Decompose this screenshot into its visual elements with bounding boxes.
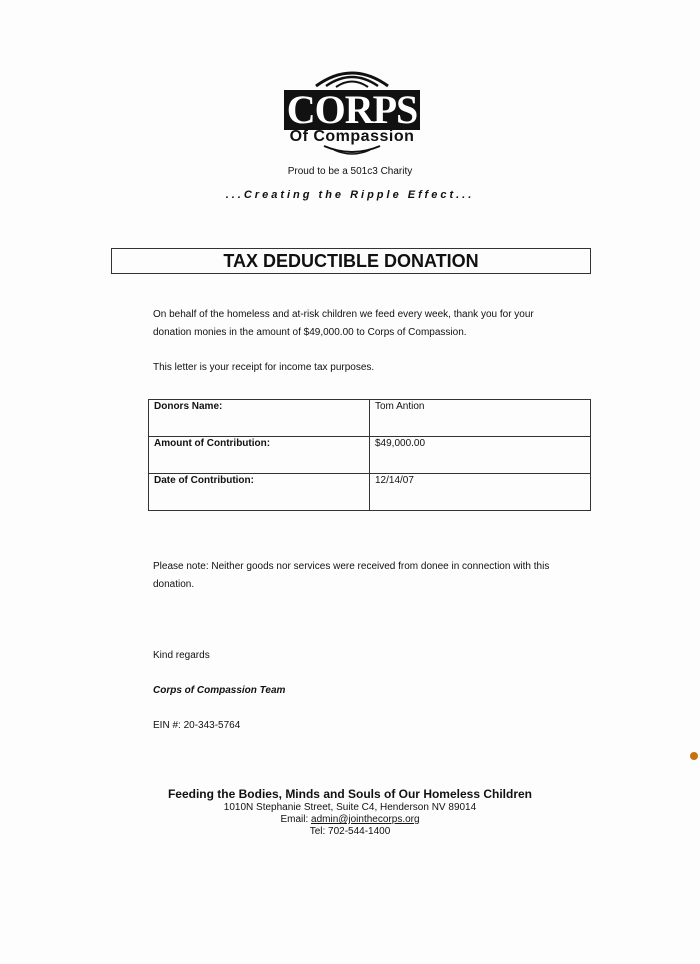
corps-logo [276,62,428,162]
logo-wordmark: CORPS [284,90,420,130]
charity-status: Proud to be a 501c3 Charity [287,166,413,177]
ein-number: EIN #: 20-343-5764 [153,720,241,731]
signature: Corps of Compassion Team [153,685,286,696]
footer-address: 1010N Stephanie Street, Suite C4, Henderson NV 89014 [223,802,477,813]
goods-services-note: Please note: Neither goods nor services were received from donee in connection with this donation. [153,561,550,590]
receipt-statement: This letter is your receipt for income tax purposes. [153,362,375,373]
date-label: Date of Contribution: [149,474,370,511]
footer-email-line [0,814,700,826]
logo-subtitle: Of Compassion [289,128,415,145]
donor-name-label: Donors Name: [149,400,370,437]
document-title: TAX DEDUCTIBLE DONATION [111,248,591,274]
ink-spot [690,752,698,760]
table-row [149,474,591,511]
amount-value: $49,000.00 [370,437,591,474]
footer-phone: Tel: 702-544-1400 [309,826,391,837]
donor-name-value: Tom Antion [370,400,591,437]
email-label: Email: [280,814,309,825]
table-row [149,437,591,474]
footer [0,787,700,838]
closing: Kind regards [153,650,210,661]
date-value: 12/14/07 [370,474,591,511]
amount-label: Amount of Contribution: [149,437,370,474]
thank-you-paragraph: On behalf of the homeless and at-risk children we feed every week, thank you for your donation monies in the amount of $49,000.00 to Corps of Compassion. [153,309,534,338]
footer-slogan: Feeding the Bodies, Minds and Souls of Our Homeless Children [167,787,533,801]
email-link[interactable]: admin@jointhecorps.org [311,814,420,825]
tagline: ...Creating the Ripple Effect... [225,189,475,201]
table-row [149,400,591,437]
donation-details-table [148,399,591,511]
